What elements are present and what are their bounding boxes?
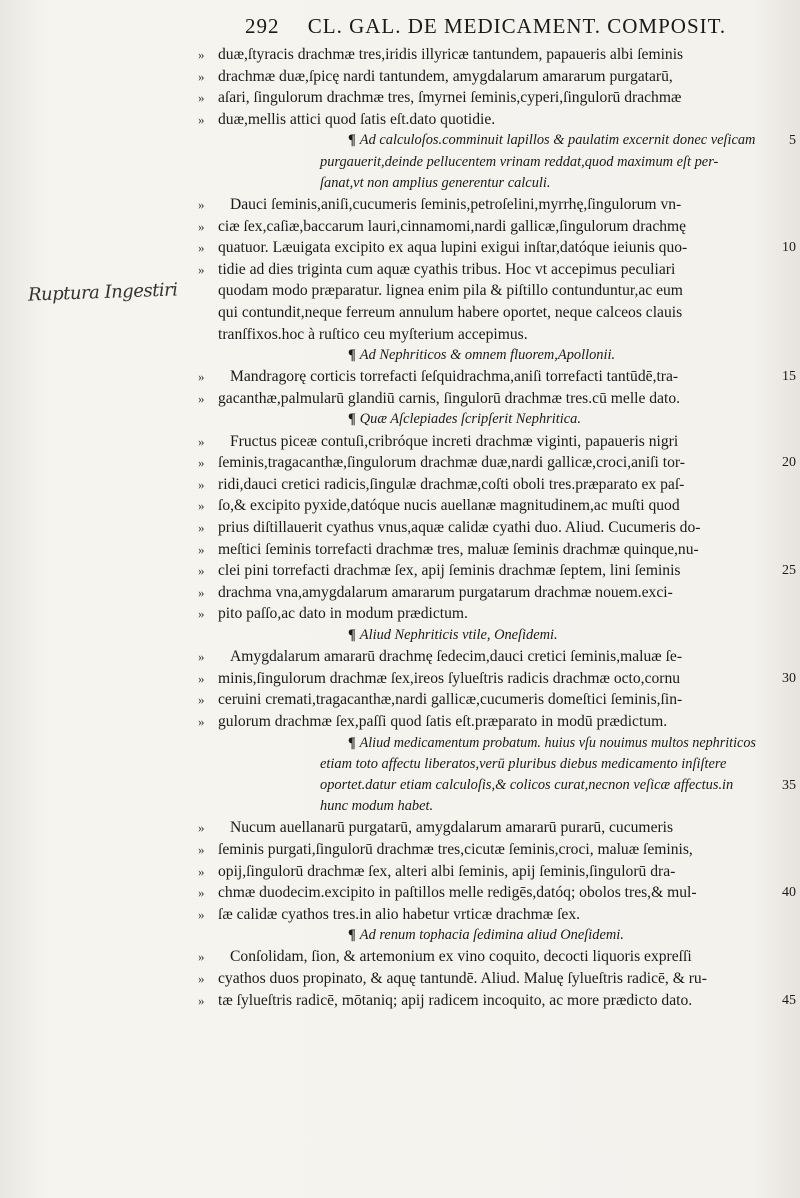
text-line	[200, 495, 770, 517]
line-text	[218, 539, 699, 561]
quote-mark: »	[198, 863, 205, 879]
line-content: Dauci ſeminis,aniſi,cucumeris ſeminis,petroſelini,myrrhę,ſingulorum vn-	[230, 195, 682, 213]
line-text	[218, 517, 700, 539]
line-text	[218, 990, 692, 1012]
text-line	[200, 66, 770, 88]
line-text	[218, 495, 680, 517]
line-content: Amygdalarum amararū drachmę ſedecim,dauci cretici ſeminis,maluæ ſe-	[230, 648, 683, 666]
line-content: Fructus piceæ contuſi,cribróque increti drachmæ viginti, papaueris nigri	[230, 432, 679, 450]
text-line	[200, 817, 770, 839]
text-line	[200, 259, 770, 281]
text-line	[200, 946, 770, 968]
text-line	[200, 216, 770, 238]
pilcrow-icon: ¶	[348, 927, 356, 944]
line-text	[218, 452, 685, 474]
text-block	[198, 44, 796, 1011]
line-text	[218, 302, 682, 324]
line-content: Mandragorę corticis torrefacti ſeſquidrachma,aniſi torrefacti tantūdē,tra-	[230, 368, 679, 386]
line-content: purgauerit,deinde pellucentem vrinam reddat,quod maximum eſt per-	[320, 153, 719, 170]
text-line	[200, 302, 770, 324]
line-text	[218, 237, 687, 259]
text-line	[200, 324, 770, 346]
line-text	[218, 216, 686, 238]
line-content: Conſolidam, ſion, & artemonium ex vino coquito, decocti liquoris expreſſi	[230, 948, 692, 966]
quote-mark: »	[198, 498, 205, 514]
quote-mark: »	[198, 692, 205, 708]
section-heading-text	[320, 173, 550, 194]
line-text	[230, 431, 678, 453]
quote-mark: »	[198, 455, 205, 471]
line-text	[218, 109, 495, 131]
line-text	[218, 603, 468, 625]
running-header	[245, 14, 765, 39]
quote-mark: »	[198, 606, 205, 622]
line-number: 45	[782, 992, 796, 1008]
pilcrow-icon: ¶	[348, 347, 356, 364]
line-text	[218, 968, 707, 990]
text-line	[200, 388, 770, 410]
line-content: opij,ſingulorū drachmæ ſex, alteri albi ſeminis, apij ſeminis,ſingulorū dra-	[218, 862, 676, 880]
line-text	[230, 946, 692, 968]
line-content: drachmæ duæ,ſpicę nardi tantundem, amygdalarum amararum purgatarū,	[218, 67, 673, 85]
section-heading-text	[348, 625, 558, 646]
text-line	[200, 689, 770, 711]
line-content: aſari, ſingulorum drachmæ tres, ſmyrnei ſeminis,cyperi,ſingulorū drachmæ	[218, 89, 682, 107]
text-line	[200, 646, 770, 668]
text-line	[200, 109, 770, 131]
line-content: Quæ Aſclepiades ſcripſerit Nephritica.	[359, 411, 581, 428]
text-line	[200, 431, 770, 453]
handwritten-margin-note: Ruptura Ingestiri	[27, 279, 178, 306]
text-line	[200, 904, 770, 926]
text-line	[200, 839, 770, 861]
quote-mark: »	[198, 949, 205, 965]
line-content: Ad renum tophacia ſedimina aliud Oneſidemi.	[359, 927, 624, 944]
quote-mark: »	[198, 90, 205, 106]
line-content: duæ,ſtyracis drachmæ tres,iridis illyricæ tantundem, papaueris albi ſeminis	[218, 46, 684, 63]
line-content: ſeminis,tragacanthæ,ſingulorum drachmæ duæ,nardi gallicæ,croci,aniſi tor-	[218, 454, 685, 472]
quote-mark: »	[198, 670, 205, 686]
quote-mark: »	[198, 885, 205, 901]
text-line	[200, 775, 796, 796]
line-content: ſeminis purgati,ſingulorū drachmæ tres,cicutæ ſeminis,croci, maluæ ſeminis,	[218, 840, 693, 858]
line-text	[230, 194, 681, 216]
line-content: ſo,& excipito pyxide,datóque nucis auellanæ magnitudinem,ac muſti quod	[218, 497, 680, 515]
text-line	[200, 861, 770, 883]
text-line	[200, 44, 770, 66]
quote-mark: »	[198, 196, 205, 212]
page-number: 292	[245, 14, 280, 38]
line-text	[230, 646, 682, 668]
line-content: tæ ſylueſtris radicē, mōtaniq; apij radicem incoquito, ac more prædicto dato.	[218, 991, 693, 1009]
line-content: ſæ calidæ cyathos tres.in alio habetur vrticæ drachmæ ſex.	[218, 905, 581, 923]
line-number: 10	[782, 240, 796, 256]
section-heading-text	[320, 775, 733, 796]
line-number: 15	[782, 369, 796, 385]
line-number: 5	[789, 133, 796, 149]
line-text	[218, 560, 681, 582]
section-heading-text	[348, 345, 615, 366]
quote-mark: »	[198, 563, 205, 579]
text-line	[200, 87, 770, 109]
text-line	[198, 366, 796, 388]
line-text	[218, 861, 675, 883]
line-number: 25	[782, 563, 796, 579]
line-content: cyathos duos propinato, & aquę tantundē. Aliud. Maluę ſylueſtris radicē, & ru-	[218, 970, 707, 988]
text-line	[200, 345, 770, 366]
line-number: 20	[782, 455, 796, 471]
text-line	[198, 990, 796, 1012]
line-content: Aliud Nephriticis vtile, Oneſidemi.	[359, 627, 558, 643]
line-content: Ad Nephriticos & omnem fluorem,Apollonii.	[359, 347, 616, 364]
text-line	[200, 968, 770, 990]
line-content: chmæ duodecim.excipito in paſtillos melle redigēs,datóq; obolos tres,& mul-	[218, 884, 697, 902]
line-content: ſanat,vt non amplius generentur calculi.	[320, 174, 551, 191]
quote-mark: »	[198, 713, 205, 729]
quote-mark: »	[198, 584, 205, 600]
text-line	[200, 796, 770, 817]
text-line	[200, 173, 770, 194]
quote-mark: »	[198, 520, 205, 536]
line-content: Aliud medicamentum probatum. huius vſu nouimus multos nephriticos	[359, 734, 756, 751]
text-line	[198, 560, 796, 582]
quote-mark: »	[198, 240, 205, 256]
running-title: CL. GAL. DE MEDICAMENT. COMPOSIT.	[307, 14, 727, 38]
pilcrow-icon: ¶	[348, 627, 356, 643]
quote-mark: »	[198, 841, 205, 857]
line-text	[218, 87, 681, 109]
line-content: tranſfixos.hoc à ruſtico ceu myſterium accepimus.	[218, 325, 528, 343]
quote-mark: »	[198, 390, 205, 406]
line-content: gacanthæ,palmularū glandiū carnis, ſingulorū drachmæ tres.cū melle dato.	[218, 389, 681, 407]
quote-mark: »	[198, 47, 205, 62]
line-content: pito paſſo,ac dato in modum prædictum.	[218, 605, 468, 623]
text-line	[200, 280, 770, 302]
text-line	[200, 517, 770, 539]
quote-mark: »	[198, 649, 205, 665]
line-content: gulorum drachmæ ſex,paſſi quod ſatis eſt.præparato in modū prædictum.	[218, 712, 668, 730]
text-line	[200, 711, 770, 733]
quote-mark: »	[198, 111, 205, 127]
text-line	[200, 625, 770, 646]
line-content: ciæ ſex,caſiæ,baccarum lauri,cinnamomi,nardi gallicæ,ſingulorum drachmę	[218, 217, 687, 235]
line-number: 35	[782, 777, 796, 793]
line-content: tidie ad dies triginta cum aquæ cyathis tribus. Hoc vt accepimus peculiari	[218, 260, 676, 278]
line-content: drachma vna,amygdalarum amararum purgatarum drachmæ nouem.exci-	[218, 583, 673, 601]
quote-mark: »	[198, 476, 205, 492]
line-text	[218, 259, 675, 281]
quote-mark: »	[198, 369, 205, 385]
section-heading-text	[320, 754, 726, 775]
line-content: minis,ſingulorum drachmæ ſex,ireos ſylueſtris radicis drachmæ octo,cornu	[218, 669, 681, 687]
line-content: qui contundit,neque ferreum annulum habere oportet, neque calceos clauis	[218, 303, 683, 321]
line-content: duæ,mellis attici quod ſatis eſt.dato quotidie.	[218, 110, 496, 128]
quote-mark: »	[198, 906, 205, 922]
text-line	[198, 668, 796, 690]
line-text	[218, 280, 683, 302]
line-text	[218, 44, 683, 66]
text-line	[200, 603, 770, 625]
line-content: oportet.datur etiam calculoſis,& colicos curat,necnon veſicæ affectus.in	[320, 776, 734, 793]
line-content: Ad calculoſos.comminuit lapillos & paulatim excernit donec veſicam	[359, 132, 756, 149]
pilcrow-icon: ¶	[348, 132, 356, 149]
quote-mark: »	[198, 971, 205, 987]
text-line	[200, 925, 770, 946]
text-line	[200, 733, 770, 754]
quote-mark: »	[198, 261, 205, 277]
quote-mark: »	[198, 68, 205, 84]
line-text	[218, 689, 682, 711]
quote-mark: »	[198, 541, 205, 557]
line-text	[218, 66, 673, 88]
line-text	[218, 388, 680, 410]
line-content: prius diſtillauerit cyathus vnus,aquæ calidæ cyathi duo. Aliud. Cucumeris do-	[218, 519, 701, 537]
section-heading-text	[348, 130, 755, 151]
line-text	[230, 817, 673, 839]
line-text	[218, 882, 697, 904]
quote-mark: »	[198, 820, 205, 836]
line-text	[218, 582, 673, 604]
text-line	[200, 539, 770, 561]
line-content: quatuor. Læuigata excipito ex aqua lupini exigui inſtar,datóque ieiunis quo-	[218, 239, 688, 257]
line-text	[218, 324, 528, 346]
line-number: 40	[782, 885, 796, 901]
quote-mark: »	[198, 992, 205, 1008]
line-content: quodam modo præparatur. lignea enim pila & piſtillo contunduntur,ac eum	[218, 282, 683, 300]
text-line	[200, 409, 770, 430]
pilcrow-icon: ¶	[348, 411, 356, 428]
quote-mark: »	[198, 218, 205, 234]
quote-mark: »	[198, 433, 205, 449]
line-content: clei pini torrefacti drachmæ ſex, apij ſeminis drachmæ ſeptem, lini ſeminis	[218, 562, 681, 580]
text-line	[200, 152, 770, 173]
line-content: meſtici ſeminis torrefacti drachmæ tres, maluæ ſeminis drachmæ quinque,nu-	[218, 540, 699, 558]
line-content: hunc modum habet.	[320, 798, 434, 815]
line-content: Nucum auellanarū purgatarū, amygdalarum amararū purarū, cucumeris	[230, 819, 674, 837]
line-text	[218, 839, 693, 861]
text-line	[198, 452, 796, 474]
section-heading-text	[348, 925, 624, 946]
line-number: 30	[782, 670, 796, 686]
text-line	[200, 474, 770, 496]
line-text	[218, 904, 580, 926]
section-heading-text	[320, 796, 433, 817]
text-line	[200, 754, 770, 775]
text-line	[198, 237, 796, 259]
text-line	[200, 194, 770, 216]
text-line	[198, 882, 796, 904]
section-heading-text	[348, 733, 756, 754]
line-text	[230, 366, 678, 388]
line-text	[218, 668, 680, 690]
line-content: etiam toto affectu liberatos,verū pluribus diebus medicamento inſiſtere	[320, 755, 727, 772]
line-content: ridi,dauci cretici radicis,ſingulæ drachmæ,coſti oboli tres.præparato ex paſ-	[218, 475, 685, 493]
pilcrow-icon: ¶	[348, 734, 356, 751]
line-content: ceruini cremati,tragacanthæ,nardi gallicæ,cucumeris domeſtici ſeminis,ſin-	[218, 691, 683, 709]
section-heading-text	[320, 152, 718, 173]
line-text	[218, 474, 684, 496]
text-line	[200, 130, 796, 151]
text-line	[200, 582, 770, 604]
section-heading-text	[348, 409, 581, 430]
line-text	[218, 711, 667, 733]
